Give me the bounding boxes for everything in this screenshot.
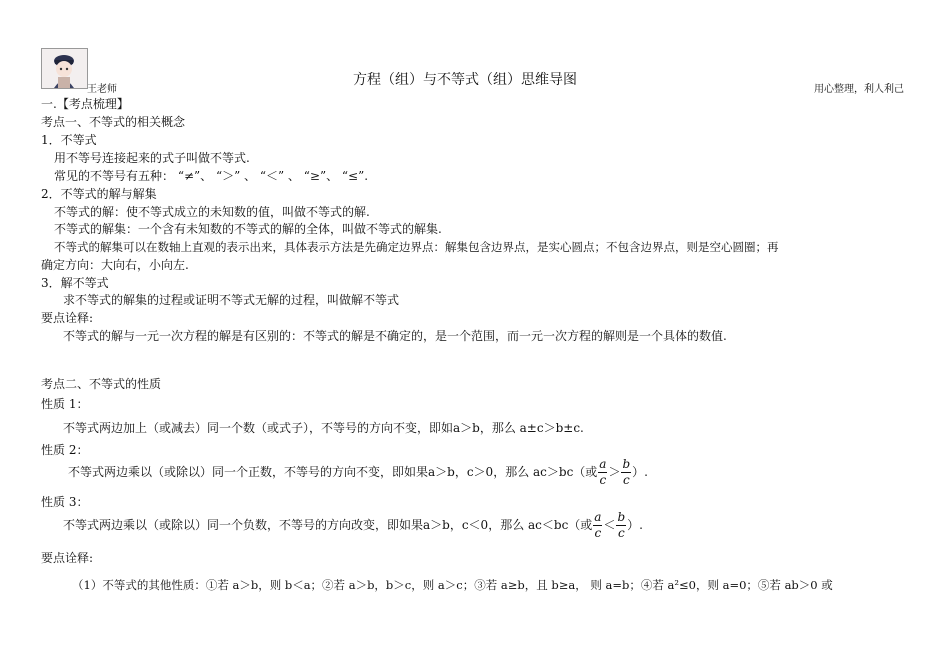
item2-number-line-cont: 确定方向：大向右，小向左. bbox=[41, 258, 189, 272]
fraction-a-over-c: $\frac{a}{c}$ bbox=[599, 457, 607, 487]
item2-solution: 不等式的解：使不等式成立的未知数的值，叫做不等式的解. bbox=[54, 205, 370, 219]
section-heading: 一.【考点梳理】 bbox=[41, 97, 129, 111]
teacher-name: 王老师 bbox=[87, 84, 117, 95]
property3-statement bbox=[63, 510, 643, 541]
item3-definition: 求不等式的解集的过程或证明不等式无解的过程，叫做解不等式 bbox=[63, 293, 400, 307]
notes-title-2: 要点诠释: bbox=[41, 551, 94, 565]
greater-sign: ＞ bbox=[608, 465, 621, 479]
property3-title: 性质 3： bbox=[41, 495, 89, 509]
fraction-b-over-c: $\frac{b}{c}$ bbox=[617, 510, 626, 540]
property2-title: 性质 2： bbox=[41, 443, 89, 457]
property3-end: ）. bbox=[627, 518, 643, 532]
fraction-b-over-c: $\frac{b}{c}$ bbox=[622, 457, 631, 487]
item2-solution-set: 不等式的解集：一个含有未知数的不等式的解的全体，叫做不等式的解集. bbox=[54, 222, 442, 236]
property1-text: 不等式两边加上（或减去）同一个数（或式子），不等号的方向不变，即如a＞b，那么 a±c＞b±c. bbox=[63, 421, 584, 435]
point1-title: 考点一、不等式的相关概念 bbox=[41, 115, 186, 129]
property2-end: ）. bbox=[632, 465, 648, 479]
notes-text-1: 不等式的解与一元一次方程的解是有区别的：不等式的解是不确定的，是一个范围，而一元一次方程的解则是一个具体的数值. bbox=[63, 329, 727, 343]
page-title: 方程（组）与不等式（组）思维导图 bbox=[353, 72, 577, 88]
less-sign: ＜ bbox=[603, 518, 616, 532]
property1-title: 性质 1： bbox=[41, 397, 89, 411]
motto: 用心整理，利人利己 bbox=[814, 84, 904, 95]
property2-text: 不等式两边乘以（或除以）同一个正数，不等号的方向不变，即如果a＞b，c＞0，那么 ac＞bc（或 bbox=[68, 465, 598, 479]
avatar-illustration bbox=[42, 49, 87, 88]
property3-text: 不等式两边乘以（或除以）同一个负数，不等号的方向改变，即如果a＞b，c＜0，那么 ac＜bc（或 bbox=[63, 518, 593, 532]
item1-signs: 常见的不等号有五种： “≠”、 “＞” 、 “＜” 、 “≥”、 “≤”. bbox=[54, 169, 369, 183]
item3-title: 3．解不等式 bbox=[41, 276, 109, 290]
item2-number-line: 不等式的解集可以在数轴上直观的表示出来，具体表示方法是先确定边界点：解集包含边界点，是实心圆点；不包含边界点，则是空心圆圈；再 bbox=[54, 240, 779, 254]
point2-title: 考点二、不等式的性质 bbox=[41, 377, 162, 391]
teacher-avatar bbox=[41, 48, 88, 89]
notes-other-properties: （1）不等式的其他性质：①若 a＞b，则 b＜a；②若 a＞b，b＞c，则 a＞c；③若 a≥b，且 b≥a， 则 a=b；④若 a²≤0，则 a=0；⑤若 ab＞0 或 bbox=[72, 578, 833, 592]
item1-title: 1．不等式 bbox=[41, 133, 97, 147]
notes-title-1: 要点诠释: bbox=[41, 311, 94, 325]
fraction-a-over-c: $\frac{a}{c}$ bbox=[594, 510, 602, 540]
item2-title: 2．不等式的解与解集 bbox=[41, 187, 157, 201]
item1-definition: 用不等号连接起来的式子叫做不等式. bbox=[54, 151, 250, 165]
property2-statement bbox=[68, 457, 648, 488]
